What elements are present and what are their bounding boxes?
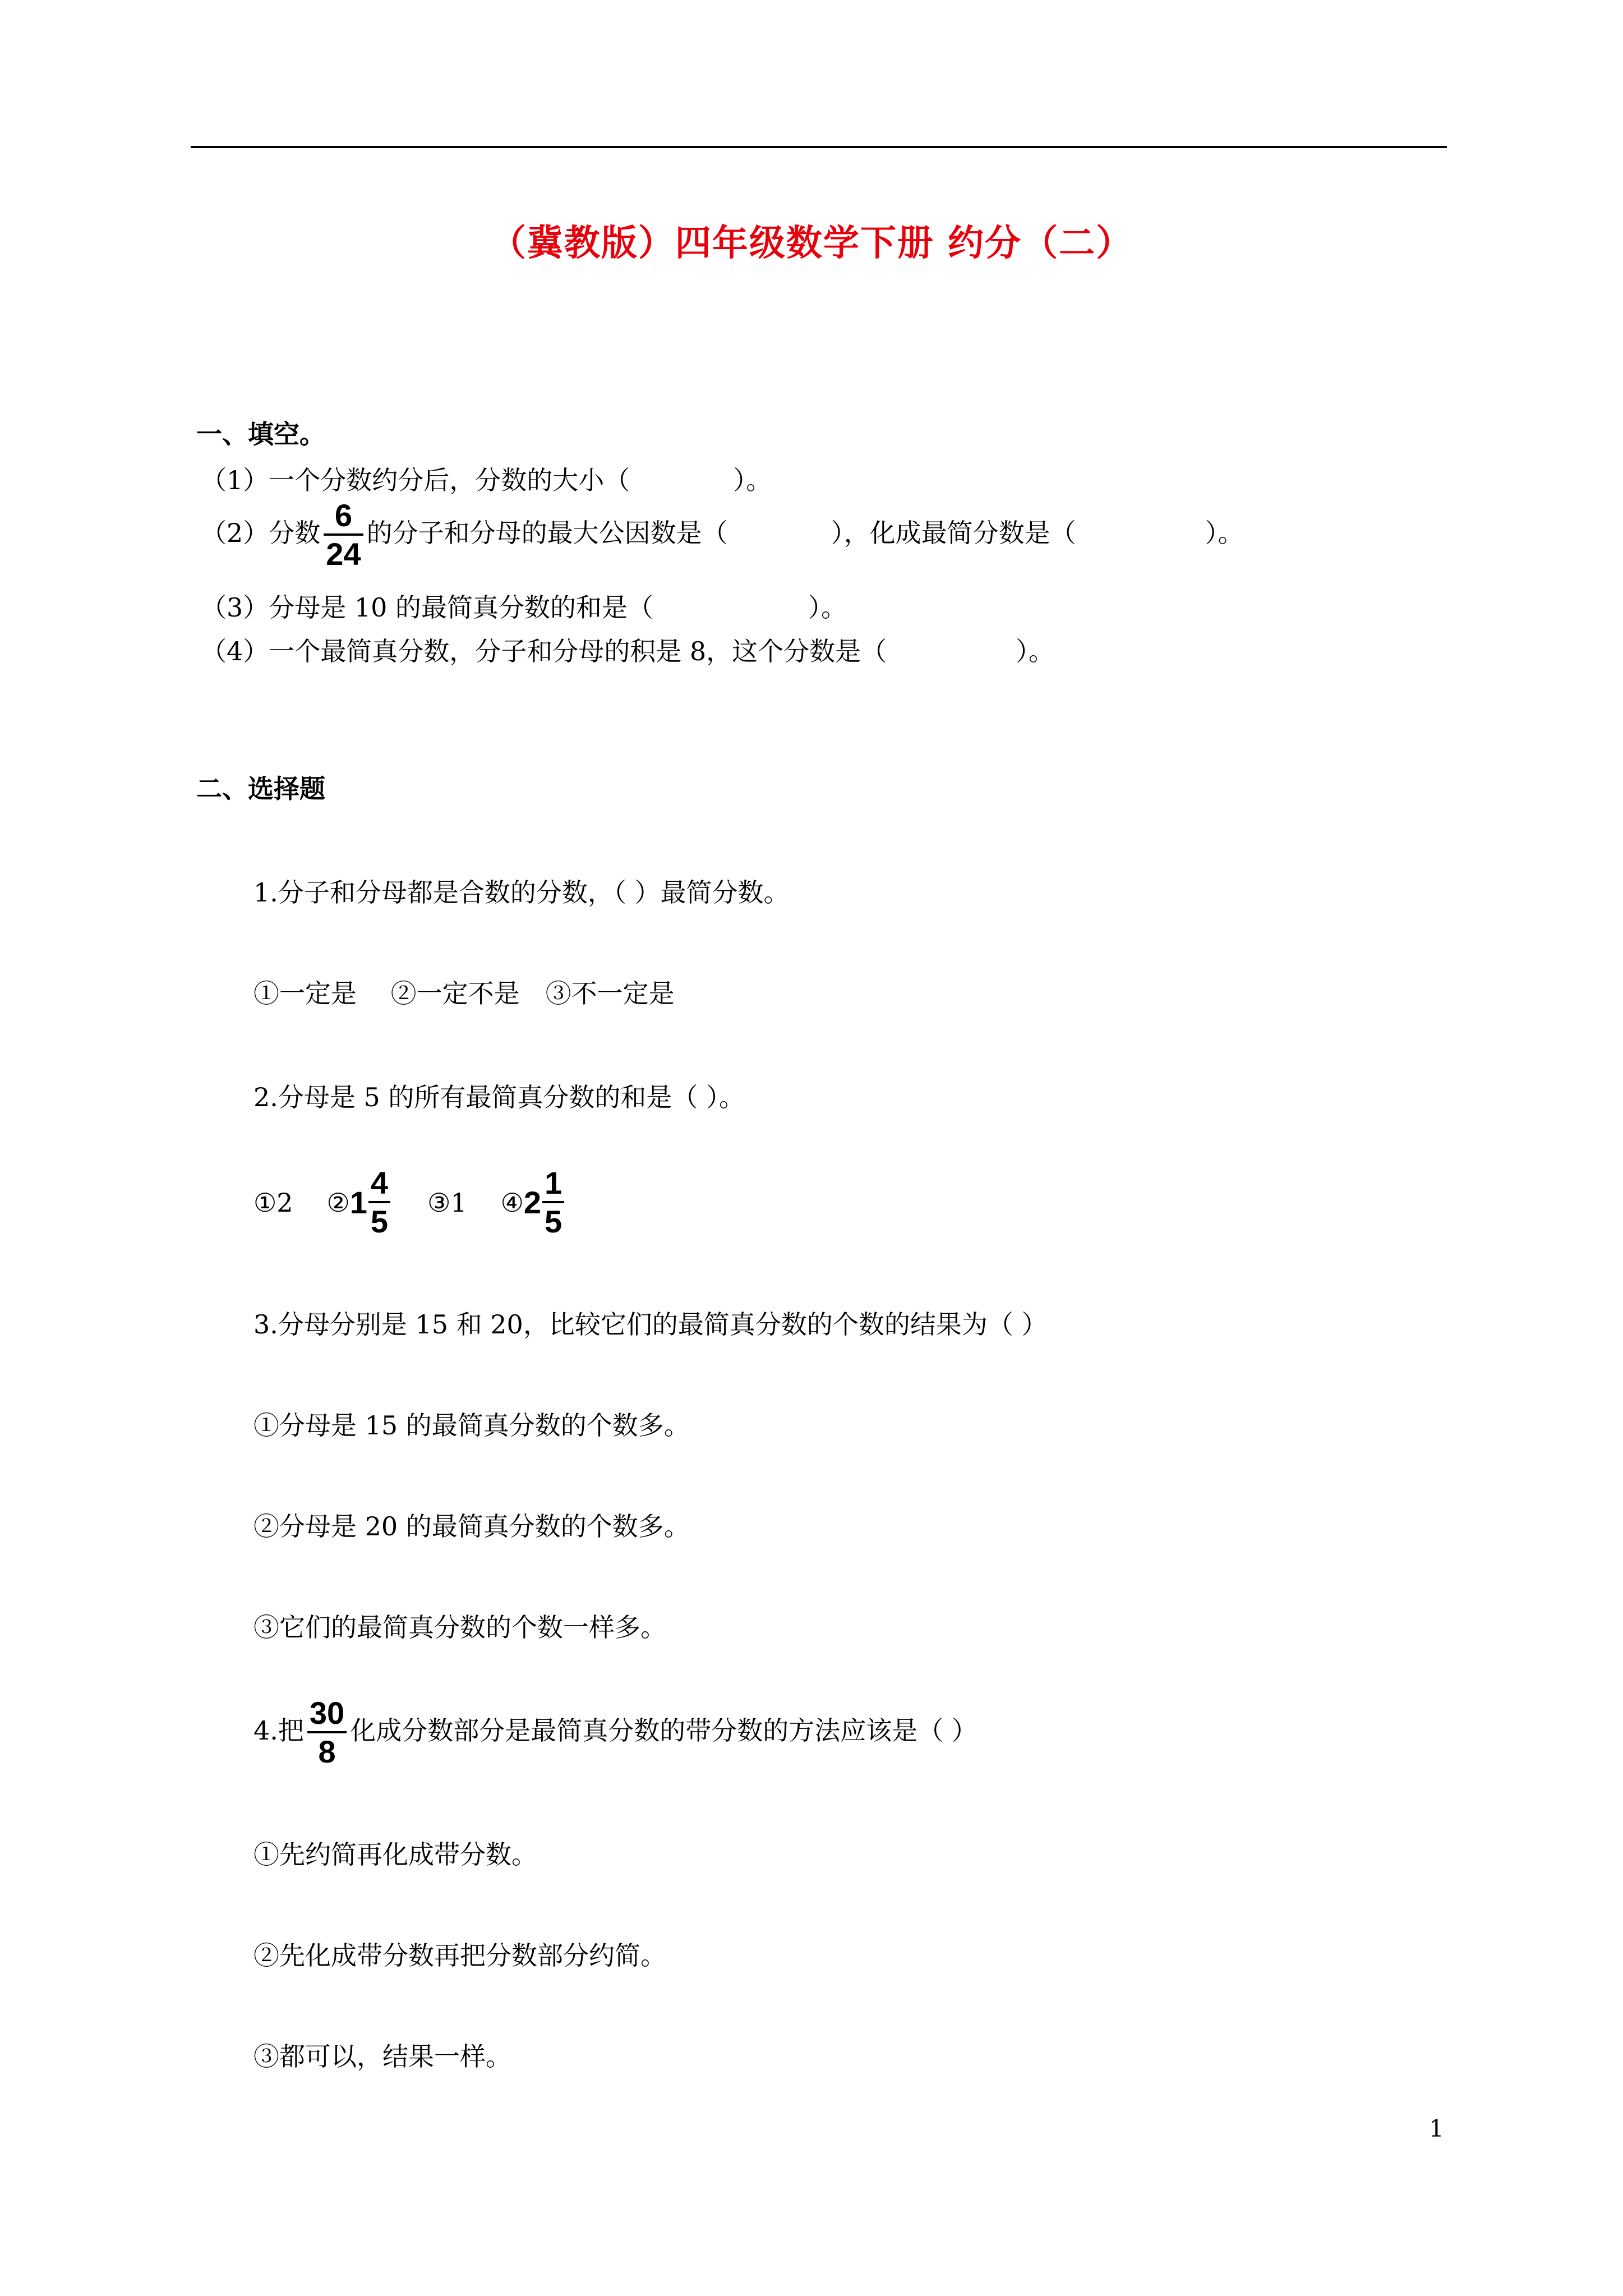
section1-heading: 一、填空。 [196, 419, 325, 449]
choice-question-3-option-3: ③它们的最简真分数的个数一样多。 [253, 1612, 666, 1642]
choice-question-2-options [253, 1167, 601, 1239]
mixed-number-1-4-5 [350, 1167, 394, 1239]
page-title: （冀教版）四年级数学下册 约分（二） [490, 222, 1133, 264]
choice-question-2: 2.分母是 5 的所有最简真分数的和是（ ）。 [253, 1082, 745, 1112]
fraction-numerator: 30 [309, 1695, 345, 1731]
choice-question-4-option-3: ③都可以，结果一样。 [253, 2041, 511, 2072]
fill-question-2-suffix: 的分子和分母的最大公因数是（ ），化成最简分数是（ ）。 [366, 517, 1244, 548]
fill-question-2 [201, 499, 1244, 571]
page-number: 1 [1429, 2115, 1444, 2142]
choice-question-3: 3.分母分别是 15 和 20，比较它们的最简真分数的个数的结果为（ ） [253, 1309, 1048, 1340]
choice-question-1: 1.分子和分母都是合数的分数，（ ）最简分数。 [253, 877, 790, 908]
choice-question-4 [253, 1697, 978, 1769]
fill-question-3: （3）分母是 10 的最简真分数的和是（ ）。 [201, 592, 847, 623]
mixed-fraction [368, 1167, 390, 1239]
fraction-numerator: 1 [545, 1165, 562, 1200]
header-rule [191, 146, 1447, 148]
choice-question-4-suffix: 化成分数部分是最简真分数的带分数的方法应该是（ ） [350, 1715, 978, 1746]
fraction-denominator: 5 [370, 1203, 389, 1239]
fill-question-2-prefix: （2）分数 [201, 517, 321, 548]
mixed-whole: 2 [523, 1185, 541, 1221]
section2-heading: 二、选择题 [196, 774, 325, 804]
choice-question-4-option-1: ①先约简再化成带分数。 [253, 1839, 537, 1870]
option-a: ①2 [253, 1187, 293, 1218]
fraction-numerator: 4 [370, 1165, 389, 1200]
fraction-30-8 [307, 1697, 347, 1769]
option-b-label: ② [326, 1187, 350, 1218]
option-d [501, 1167, 568, 1239]
option-c: ③1 [427, 1187, 467, 1218]
fill-question-4: （4）一个最简真分数，分子和分母的积是 8，这个分数是（ ）。 [201, 636, 1055, 666]
mixed-number-2-1-5 [524, 1167, 568, 1239]
fraction-6-24 [324, 499, 363, 571]
choice-question-3-option-2: ②分母是 20 的最简真分数的个数多。 [253, 1511, 690, 1542]
choice-question-4-prefix: 4.把 [253, 1715, 304, 1746]
option-d-label: ④ [500, 1187, 524, 1218]
fraction-denominator: 8 [318, 1733, 336, 1769]
mixed-whole: 1 [349, 1185, 367, 1221]
fraction-denominator: 24 [326, 536, 361, 572]
mixed-fraction [542, 1167, 564, 1239]
choice-question-1-options: ①一定是 ②一定不是 ③不一定是 [253, 978, 675, 1009]
option-b [327, 1167, 394, 1239]
fraction-numerator: 6 [334, 498, 352, 533]
choice-question-3-option-1: ①分母是 15 的最简真分数的个数多。 [253, 1410, 690, 1441]
fill-question-1: （1）一个分数约分后，分数的大小（ ）。 [201, 465, 772, 495]
choice-question-4-option-2: ②先化成带分数再把分数部分约简。 [253, 1940, 666, 1971]
fraction-denominator: 5 [545, 1203, 562, 1239]
